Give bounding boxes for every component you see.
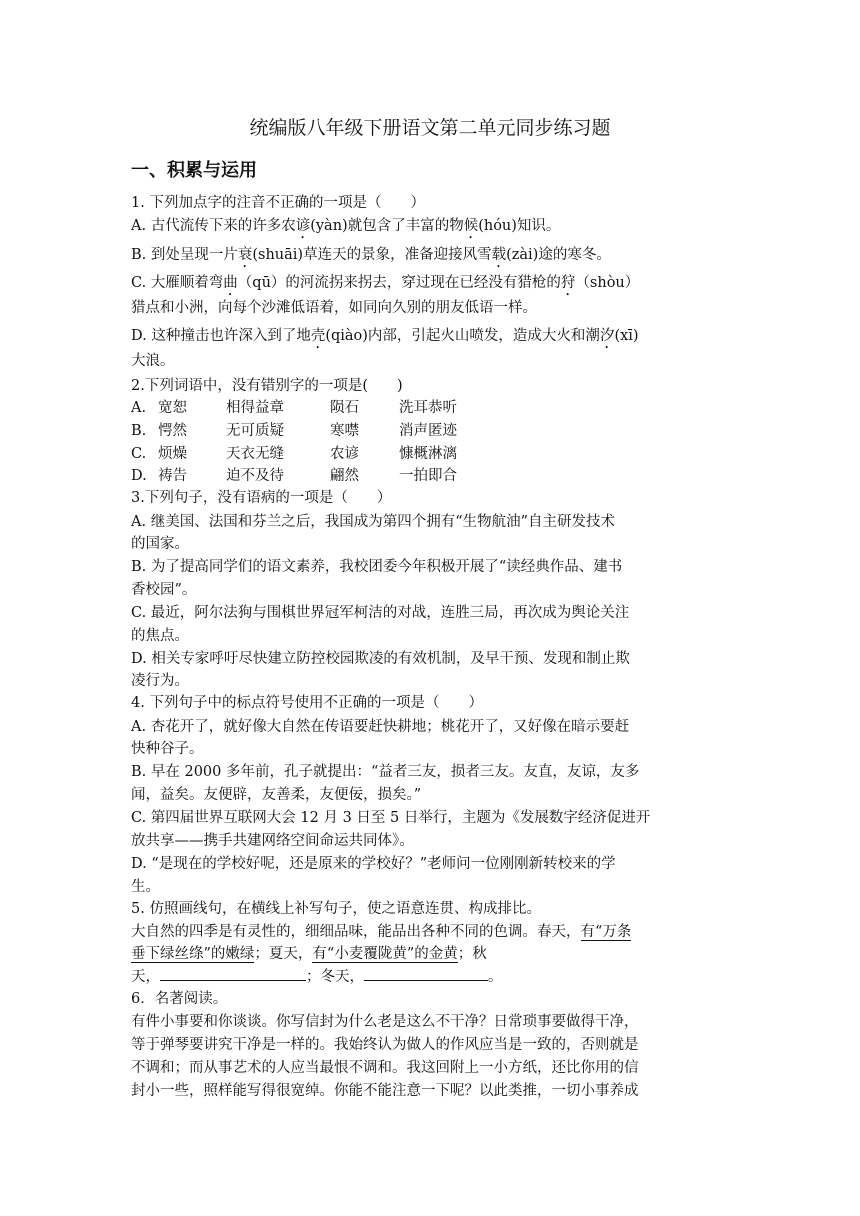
q3-option-c-cont: 的焦点。 [131,628,189,644]
q4-option-c: C. 第四届世界互联网大会 12 月 3 日至 5 日举行，主题为《发展数字经济促进开 [131,810,651,826]
q4-option-b-cont: 闻，益矣。友便辟，友善柔，友便佞，损矣。” [131,787,422,803]
q5-answer-blank-autumn[interactable] [160,966,306,981]
q4-stem: 4. 下列句子中的标点符号使用不正确的一项是（ ） [131,695,483,711]
q6-passage-line: 封小一些，照样能写得很宽绰。你能不能注意一下呢？以此类推，一切小事养成 [131,1083,639,1099]
q2-option-letter: C. [131,446,147,462]
section-heading-accumulation: 一、积累与运用 [131,160,257,181]
q2-option-word: 烦燥 [158,446,187,462]
q3-option-b: B. 为了提高同学们的语文素养，我校团委今年积极开展了“读经典作品、建书 [131,559,623,575]
q4-option-d-cont: 生。 [131,879,160,895]
q2-option-word: 宽恕 [158,400,187,416]
q6-passage-line: 有件小事要和你谈谈。你写信封为什么老是这么不干净？日常琐事要做得干净， [131,1014,639,1030]
q2-option-word: 陨石 [330,400,359,416]
q2-option-word: 相得益章 [226,400,284,416]
q2-option-letter: D. [131,468,147,484]
q1-option-d: D. 这种撞击也许深入到了地壳(qiào)内部，引起火山喷发，造成大火和潮汐(xī) [131,328,639,344]
q6-stem: 6．名著阅读。 [131,991,228,1007]
q2-option-word: 天衣无缝 [226,446,284,462]
q2-option-letter: A. [131,400,147,416]
q2-option-word: 洗耳恭听 [399,400,457,416]
q1-option-b: B. 到处呈现一片衰(shuāi)草连天的景象，准备迎接风雪载(zài)途的寒冬。 [131,247,611,263]
q3-option-a: A. 继美国、法国和芬兰之后，我国成为第四个拥有“生物航油”自主研发技术 [131,514,616,530]
q5-passage-line2: 垂下绿丝绦”的嫩绿；夏天，有“小麦覆陇黄”的金黄；秋 [131,946,487,962]
q5-answer-blank-winter[interactable] [364,966,488,981]
q1-option-d-cont: 大浪。 [131,353,175,369]
q2-option-word: 消声匿迹 [399,423,457,439]
q1-stem: 1. 下列加点字的注音不正确的一项是（ ） [131,195,425,211]
q5-model-sentence: 有“万条 [580,924,632,940]
q5-passage-line1: 大自然的四季是有灵性的，细细品味，能品出各种不同的色调。春天，有“万条 [131,924,632,940]
q2-option-word: 迫不及待 [226,468,284,484]
q6-passage-line: 不调和；而从事艺术的人应当最恨不调和。我这回附上一小方纸，还比你用的信 [131,1060,639,1076]
q4-option-c-cont: 放共享——携手共建网络空间命运共同体》。 [131,833,414,849]
q1-option-c: C. 大雁顺着弯曲（qū）的河流拐来拐去，穿过现在已经没有猎枪的狩（shòu） [131,275,640,291]
q5-stem: 5. 仿照画线句，在横线上补写句子，使之语意连贯、构成排比。 [131,901,541,917]
q3-option-d-cont: 凌行为。 [131,673,189,689]
q6-passage-line: 等于弹琴要讲究干净是一样的。我始终认为做人的作风应当是一致的，否则就是 [131,1037,639,1053]
q2-option-word: 祷告 [158,468,187,484]
q3-option-d: D. 相关专家呼吁尽快建立防控校园欺凌的有效机制，及早干预、发现和制止欺 [131,651,630,667]
q4-option-b: B. 早在 2000 多年前，孔子就提出：“益者三友，损者三友。友直，友谅，友多 [131,764,640,780]
q4-option-a-cont: 快种谷子。 [131,741,204,757]
q4-option-a: A. 杏花开了，就好像大自然在传语要赶快耕地；桃花开了，又好像在暗示要赶 [131,719,630,735]
q1-option-a: A. 古代流传下来的许多农谚(yàn)就包含了丰富的物候(hóu)知识。 [131,218,561,234]
q4-option-d: D. “是现在的学校好呢，还是原来的学校好？”老师问一位刚刚新转校来的学 [131,856,616,872]
q3-stem: 3.下列句子，没有语病的一项是（ ） [131,490,392,506]
q2-option-word: 寒噤 [330,423,359,439]
q2-stem: 2.下列词语中，没有错别字的一项是( ) [131,378,403,394]
q2-option-word: 翩然 [330,468,359,484]
q1-option-c-cont: 猎点和小洲，向每个沙滩低语着，如同向久别的朋友低语一样。 [131,300,537,316]
q3-option-c: C. 最近，阿尔法狗与围棋世界冠军柯洁的对战，连胜三局，再次成为舆论关注 [131,605,630,621]
q3-option-a-cont: 的国家。 [131,536,189,552]
document-title: 统编版八年级下册语文第二单元同步练习题 [249,117,611,139]
q3-option-b-cont: 香校园”。 [131,582,197,598]
q2-option-letter: B. [131,423,147,439]
q2-option-word: 无可质疑 [226,423,284,439]
q2-option-word: 一拍即合 [399,468,457,484]
q2-option-word: 农谚 [330,446,359,462]
q2-option-word: 慷概淋漓 [399,446,457,462]
q5-passage-line3: 天， ；冬天， 。 [131,966,503,987]
q2-option-word: 愕然 [158,423,187,439]
